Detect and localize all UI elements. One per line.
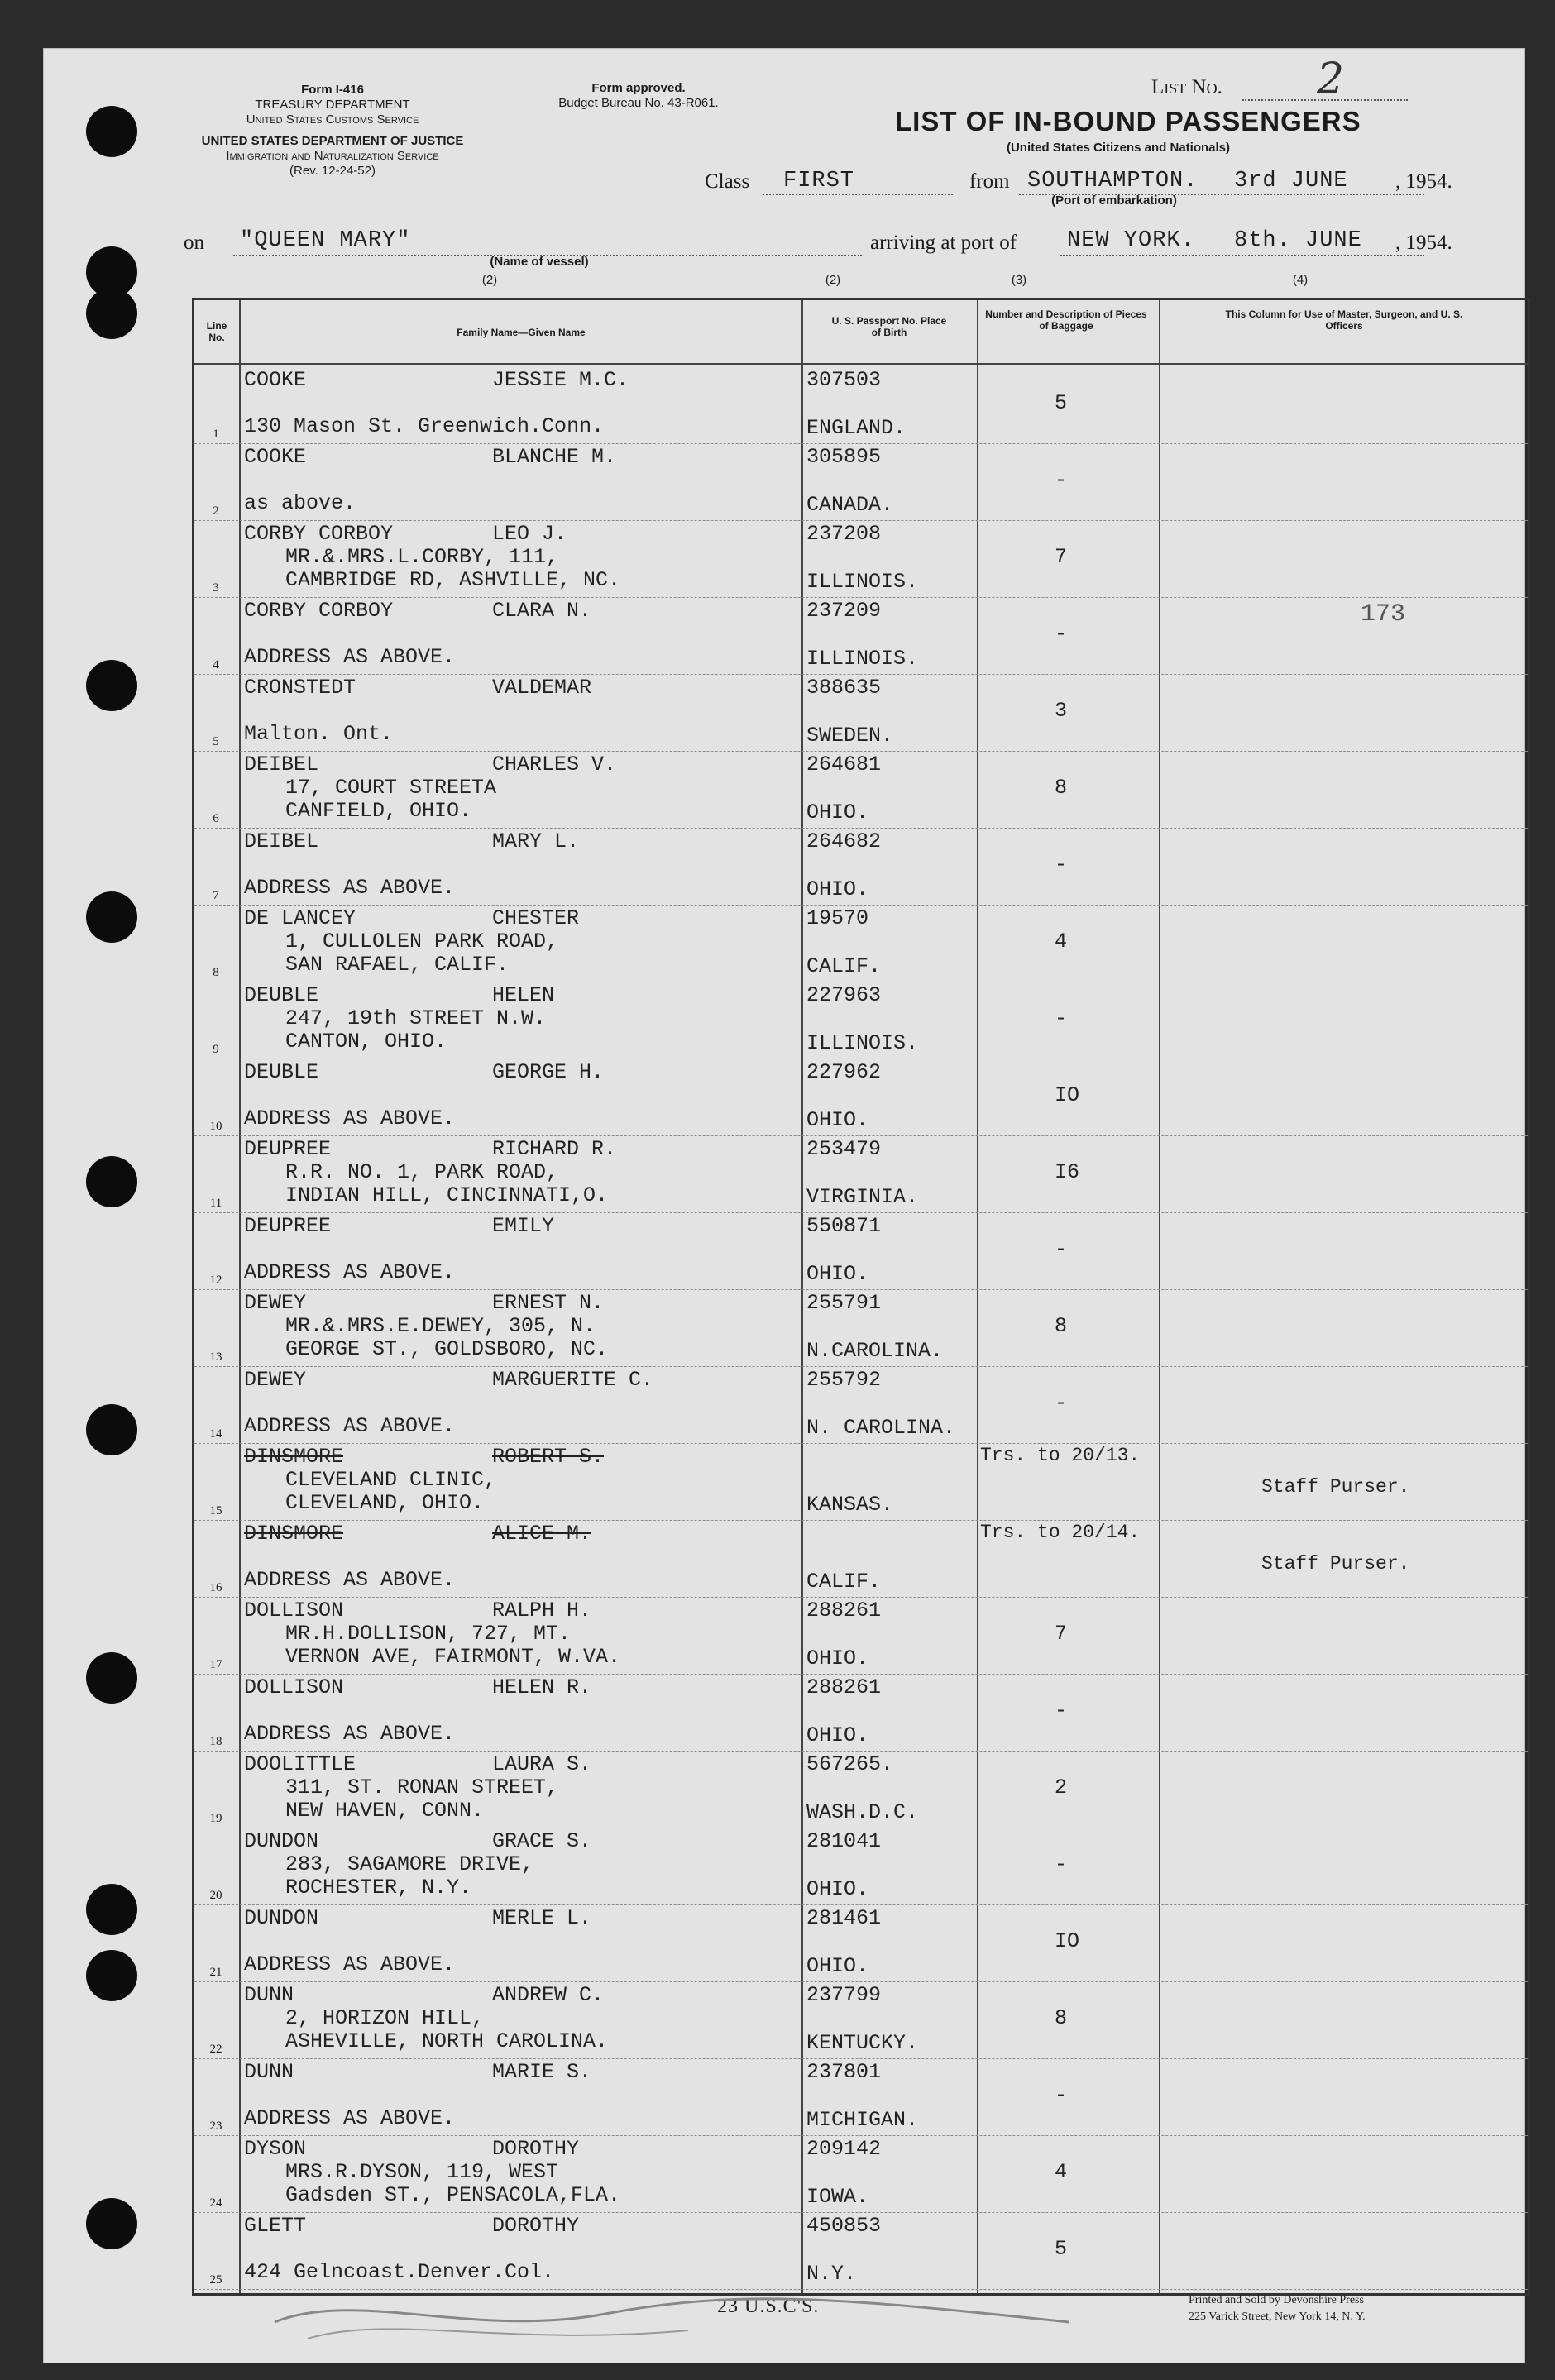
punch-hole xyxy=(86,1884,137,1935)
address-line: MR.&.MRS.L.CORBY, 111, xyxy=(285,545,559,569)
form-dept-block xyxy=(167,83,498,179)
table-row xyxy=(194,2135,1528,2213)
baggage-count: - xyxy=(1055,1699,1068,1723)
family-name: CORBY CORBOY xyxy=(244,522,394,546)
punch-hole xyxy=(86,1950,137,2001)
baggage-count: 4 xyxy=(1055,2160,1068,2184)
line-number: 3 xyxy=(213,581,219,595)
baggage-count: - xyxy=(1055,1852,1068,1876)
passport-number: 281041 xyxy=(806,1829,882,1853)
given-name: HELEN xyxy=(492,983,555,1007)
form-subtitle: (United States Citizens and Nationals) xyxy=(1006,141,1231,155)
col-num-1: (2) xyxy=(481,273,498,287)
arrival-line xyxy=(1060,255,1424,256)
address-line: NEW HAVEN, CONN. xyxy=(285,1799,485,1823)
birth-place: CALIF. xyxy=(806,954,882,978)
table-row xyxy=(194,520,1528,598)
table-row xyxy=(194,443,1528,521)
address-line: ADDRESS AS ABOVE. xyxy=(244,645,456,669)
col-num-3: (3) xyxy=(1011,273,1027,287)
baggage-count: 5 xyxy=(1055,2237,1068,2261)
family-name: DEIBEL xyxy=(244,829,319,853)
table-row xyxy=(194,905,1528,982)
baggage-count: 7 xyxy=(1055,545,1068,569)
officer-note: Staff Purser. xyxy=(1261,1476,1410,1498)
passenger-table xyxy=(192,298,1530,2296)
line-number: 14 xyxy=(209,1427,222,1441)
address-line: 311, ST. RONAN STREET, xyxy=(285,1775,559,1799)
given-name: EMILY xyxy=(492,1214,555,1238)
passport-number: 281461 xyxy=(806,1906,882,1930)
from-port: SOUTHAMPTON. xyxy=(1027,169,1199,194)
header-line-no: Line No. xyxy=(206,320,227,343)
birth-place: OHIO. xyxy=(806,801,869,824)
treasury-dept: TREASURY DEPARTMENT xyxy=(255,98,410,112)
vessel-caption: (Name of vessel) xyxy=(490,255,589,269)
family-name: DEWEY xyxy=(244,1291,307,1315)
from-year: , 1954. xyxy=(1395,170,1452,193)
family-name: DEUPREE xyxy=(244,1137,332,1161)
punch-hole xyxy=(86,288,137,339)
address-line: SAN RAFAEL, CALIF. xyxy=(285,953,510,977)
address-line: ADDRESS AS ABOVE. xyxy=(244,1568,456,1592)
birth-place: OHIO. xyxy=(806,1108,869,1132)
address-line: as above. xyxy=(244,491,356,515)
given-name: CLARA N. xyxy=(492,599,592,623)
given-name: MERLE L. xyxy=(492,1906,592,1930)
family-name: DEUBLE xyxy=(244,983,319,1007)
passport-number: 255791 xyxy=(806,1291,882,1315)
header-baggage: Number and Description of Pieces of Baggage xyxy=(985,308,1147,332)
printer-line-1: Printed and Sold by Devonshire Press xyxy=(1189,2294,1364,2306)
given-name: BLANCHE M. xyxy=(492,445,617,469)
given-name: LAURA S. xyxy=(492,1752,592,1776)
justice-dept: UNITED STATES DEPARTMENT OF JUSTICE xyxy=(201,134,464,148)
address-line: 130 Mason St. Greenwich.Conn. xyxy=(244,414,605,438)
passport-number: 288261 xyxy=(806,1675,882,1699)
budget-text: Budget Bureau No. 43-R061. xyxy=(558,96,719,110)
approved-text: Form approved. xyxy=(591,81,686,95)
baggage-count: - xyxy=(1055,622,1068,646)
address-line: ADDRESS AS ABOVE. xyxy=(244,2106,456,2130)
birth-place: ILLINOIS. xyxy=(806,647,919,671)
family-name: COOKE xyxy=(244,368,307,392)
vessel-name: "QUEEN MARY" xyxy=(240,228,411,253)
table-row xyxy=(194,1674,1528,1752)
given-name: ALICE M. xyxy=(492,1522,592,1546)
passport-number: 305895 xyxy=(806,445,882,469)
arrival-date: 8th. JUNE xyxy=(1234,228,1362,253)
family-name: CORBY CORBOY xyxy=(244,599,394,623)
family-name: DYSON xyxy=(244,2137,307,2161)
line-number: 10 xyxy=(209,1120,222,1133)
passport-number: 264682 xyxy=(806,829,882,853)
table-row xyxy=(194,1289,1528,1367)
birth-place: CALIF. xyxy=(806,1570,882,1594)
birth-place: ENGLAND. xyxy=(806,416,907,440)
family-name: DEWEY xyxy=(244,1368,307,1392)
officer-note: Staff Purser. xyxy=(1261,1553,1410,1575)
family-name: DOLLISON xyxy=(244,1675,344,1699)
family-name: DUNN xyxy=(244,1983,294,2007)
baggage-count: I6 xyxy=(1055,1160,1080,1184)
passport-number: 237208 xyxy=(806,522,882,546)
line-number: 1 xyxy=(213,428,219,441)
line-number: 9 xyxy=(213,1043,219,1056)
officer-note: 173 xyxy=(1361,600,1406,628)
baggage-count: 2 xyxy=(1055,1775,1068,1799)
family-name: DUNDON xyxy=(244,1906,319,1930)
address-line: CLEVELAND CLINIC, xyxy=(285,1468,497,1492)
baggage-count: - xyxy=(1055,853,1068,877)
family-name: CRONSTEDT xyxy=(244,676,356,700)
baggage-count: 8 xyxy=(1055,1314,1068,1338)
address-line: INDIAN HILL, CINCINNATI,O. xyxy=(285,1183,609,1207)
baggage-count: 5 xyxy=(1055,391,1068,415)
address-line: Malton. Ont. xyxy=(244,722,394,746)
line-number: 24 xyxy=(209,2196,222,2210)
birth-place: OHIO. xyxy=(806,1954,869,1978)
address-line: 17, COURT STREETA xyxy=(285,776,497,800)
baggage-count: Trs. to 20/14. xyxy=(980,1522,1141,1543)
punch-hole xyxy=(86,106,137,157)
col-num-4: (4) xyxy=(1292,273,1309,287)
family-name: GLETT xyxy=(244,2214,307,2238)
baggage-count: IO xyxy=(1055,1929,1080,1953)
line-number: 12 xyxy=(209,1274,222,1287)
table-row xyxy=(194,1443,1528,1521)
line-number: 5 xyxy=(213,735,219,748)
table-row xyxy=(194,982,1528,1059)
line-number: 6 xyxy=(213,812,219,825)
table-row xyxy=(194,1981,1528,2059)
ins-service: Immigration and Naturalization Service xyxy=(226,149,439,163)
line-number: 4 xyxy=(213,658,219,671)
revision-date: (Rev. 12-24-52) xyxy=(289,164,376,178)
address-line: ADDRESS AS ABOVE. xyxy=(244,1106,456,1130)
list-no-label: List No. xyxy=(1151,76,1222,98)
birth-place: OHIO. xyxy=(806,1877,869,1901)
address-line: R.R. NO. 1, PARK ROAD, xyxy=(285,1160,559,1184)
table-row xyxy=(194,828,1528,906)
table-row xyxy=(194,1212,1528,1290)
family-name: DOOLITTLE xyxy=(244,1752,356,1776)
table-row xyxy=(194,751,1528,829)
given-name: ANDREW C. xyxy=(492,1983,605,2007)
passport-number: 307503 xyxy=(806,368,882,392)
baggage-count: IO xyxy=(1055,1083,1080,1107)
table-row xyxy=(194,1059,1528,1136)
table-row xyxy=(194,1828,1528,1905)
address-line: CANFIELD, OHIO. xyxy=(285,799,472,823)
header-name: Family Name—Given Name xyxy=(457,327,586,338)
birth-place: IOWA. xyxy=(806,2185,869,2209)
list-no-value: 2 xyxy=(1317,55,1345,104)
line-number: 21 xyxy=(209,1966,222,1979)
address-line: ADDRESS AS ABOVE. xyxy=(244,1952,456,1976)
address-line: ADDRESS AS ABOVE. xyxy=(244,1722,456,1746)
address-line: MR.H.DOLLISON, 727, MT. xyxy=(285,1622,572,1646)
passport-number: 450853 xyxy=(806,2214,882,2238)
given-name: DOROTHY xyxy=(492,2137,580,2161)
baggage-count: 7 xyxy=(1055,1622,1068,1646)
customs-service: United States Customs Service xyxy=(246,112,419,127)
given-name: ROBERT S. xyxy=(492,1445,605,1469)
family-name: DEUPREE xyxy=(244,1214,332,1238)
given-name: RALPH H. xyxy=(492,1599,592,1623)
birth-place: OHIO. xyxy=(806,1723,869,1747)
family-name: DEUBLE xyxy=(244,1060,319,1084)
punch-hole xyxy=(86,2198,137,2249)
given-name: CHESTER xyxy=(492,906,580,930)
passport-number: 567265. xyxy=(806,1752,894,1776)
line-number: 25 xyxy=(209,2273,222,2287)
given-name: DOROTHY xyxy=(492,2214,580,2238)
line-number: 23 xyxy=(209,2120,222,2133)
header-rule xyxy=(194,363,1528,365)
table-row xyxy=(194,597,1528,675)
address-line: MRS.R.DYSON, 119, WEST xyxy=(285,2160,559,2184)
birth-place: VIRGINIA. xyxy=(806,1185,919,1209)
class-value: FIRST xyxy=(783,169,855,194)
birth-place: KENTUCKY. xyxy=(806,2031,919,2055)
given-name: LEO J. xyxy=(492,522,567,546)
given-name: GRACE S. xyxy=(492,1829,592,1853)
given-name: MARY L. xyxy=(492,829,580,853)
passport-number: 237799 xyxy=(806,1983,882,2007)
baggage-count: 3 xyxy=(1055,699,1068,723)
birth-place: KANSAS. xyxy=(806,1493,894,1517)
table-row xyxy=(194,366,1528,444)
punch-hole xyxy=(86,1156,137,1207)
table-row xyxy=(194,1520,1528,1598)
given-name: MARGUERITE C. xyxy=(492,1368,654,1392)
punch-hole xyxy=(86,660,137,711)
punch-hole xyxy=(86,891,137,943)
passport-number: 550871 xyxy=(806,1214,882,1238)
given-name: GEORGE H. xyxy=(492,1060,605,1084)
family-name: DINSMORE xyxy=(244,1445,344,1469)
punch-hole xyxy=(86,1652,137,1704)
baggage-count: 8 xyxy=(1055,776,1068,800)
table-row xyxy=(194,674,1528,752)
birth-place: OHIO. xyxy=(806,1646,869,1670)
family-name: DEIBEL xyxy=(244,753,319,777)
arrival-port: NEW YORK. xyxy=(1067,228,1195,253)
bottom-signature xyxy=(258,2281,1151,2355)
baggage-count: - xyxy=(1055,1006,1068,1030)
printer-line-2: 225 Varick Street, New York 14, N. Y. xyxy=(1189,2311,1366,2323)
passport-number: 237801 xyxy=(806,2060,882,2084)
address-line: ADDRESS AS ABOVE. xyxy=(244,876,456,900)
birth-place: MICHIGAN. xyxy=(806,2108,919,2132)
birth-place: SWEDEN. xyxy=(806,724,894,748)
address-line: CLEVELAND, OHIO. xyxy=(285,1491,485,1515)
passport-number: 237209 xyxy=(806,599,882,623)
address-line: 2, HORIZON HILL, xyxy=(285,2006,485,2030)
birth-place: OHIO. xyxy=(806,1262,869,1286)
table-row xyxy=(194,1904,1528,1982)
header-passport: U. S. Passport No. Place of Birth xyxy=(831,315,947,338)
address-line: ADDRESS AS ABOVE. xyxy=(244,1414,456,1438)
birth-place: ILLINOIS. xyxy=(806,1031,919,1055)
table-row xyxy=(194,1751,1528,1828)
table-row xyxy=(194,1366,1528,1444)
table-row xyxy=(194,2058,1528,2136)
form-number: Form I-416 xyxy=(301,83,364,97)
passport-number: 264681 xyxy=(806,753,882,777)
family-name: DUNDON xyxy=(244,1829,319,1853)
passport-number: 253479 xyxy=(806,1137,882,1161)
passport-number: 209142 xyxy=(806,2137,882,2161)
family-name: DOLLISON xyxy=(244,1599,344,1623)
given-name: JESSIE M.C. xyxy=(492,368,629,392)
address-line: 1, CULLOLEN PARK ROAD, xyxy=(285,930,559,953)
address-line: GEORGE ST., GOLDSBORO, NC. xyxy=(285,1337,609,1361)
passport-number: 255792 xyxy=(806,1368,882,1392)
birth-place: N. CAROLINA. xyxy=(806,1416,956,1440)
line-number: 15 xyxy=(209,1504,222,1517)
from-label: from xyxy=(969,170,1010,193)
birth-place: ILLINOIS. xyxy=(806,570,919,594)
line-number: 19 xyxy=(209,1812,222,1825)
address-line: ADDRESS AS ABOVE. xyxy=(244,1260,456,1284)
address-line: CAMBRIDGE RD, ASHVILLE, NC. xyxy=(285,568,621,592)
birth-place: N.Y. xyxy=(806,2262,857,2286)
given-name: VALDEMAR xyxy=(492,676,592,700)
baggage-count: Trs. to 20/13. xyxy=(980,1445,1141,1466)
birth-place: WASH.D.C. xyxy=(806,1800,919,1824)
address-line: ASHEVILLE, NORTH CAROLINA. xyxy=(285,2029,609,2053)
form-approval xyxy=(539,81,738,111)
birth-place: CANADA. xyxy=(806,493,894,517)
passport-number: 19570 xyxy=(806,906,869,930)
address-line: 283, SAGAMORE DRIVE, xyxy=(285,1852,534,1876)
header-officers: This Column for Use of Master, Surgeon, and U. S. Officers xyxy=(1225,308,1463,332)
line-number: 18 xyxy=(209,1735,222,1748)
address-line: CANTON, OHIO. xyxy=(285,1030,447,1054)
family-name: DE LANCEY xyxy=(244,906,356,930)
passport-number: 388635 xyxy=(806,676,882,700)
passenger-list-page xyxy=(43,48,1525,2363)
passport-number: 288261 xyxy=(806,1599,882,1623)
line-number: 7 xyxy=(213,889,219,902)
given-name: RICHARD R. xyxy=(492,1137,617,1161)
table-body xyxy=(194,366,1528,2293)
line-number: 13 xyxy=(209,1350,222,1364)
address-line: ROCHESTER, N.Y. xyxy=(285,1876,472,1900)
given-name: MARIE S. xyxy=(492,2060,592,2084)
birth-place: OHIO. xyxy=(806,877,869,901)
baggage-count: - xyxy=(1055,1391,1068,1415)
address-line: Gadsden ST., PENSACOLA,FLA. xyxy=(285,2183,621,2207)
family-name: DUNN xyxy=(244,2060,294,2084)
passport-number: 227962 xyxy=(806,1060,882,1084)
line-number: 22 xyxy=(209,2043,222,2056)
line-number: 2 xyxy=(213,504,219,518)
baggage-count: 4 xyxy=(1055,930,1068,953)
passport-number: 227963 xyxy=(806,983,882,1007)
family-name: COOKE xyxy=(244,445,307,469)
given-name: ERNEST N. xyxy=(492,1291,605,1315)
on-label: on xyxy=(184,232,204,254)
line-number: 8 xyxy=(213,966,219,979)
address-line: MR.&.MRS.E.DEWEY, 305, N. xyxy=(285,1314,596,1338)
baggage-count: 8 xyxy=(1055,2006,1068,2030)
footer-code: 23 U.S.C'S. xyxy=(717,2296,820,2317)
class-label: Class xyxy=(705,170,750,193)
table-row xyxy=(194,2212,1528,2290)
given-name: HELEN R. xyxy=(492,1675,592,1699)
col-num-2: (2) xyxy=(825,273,841,287)
punch-hole xyxy=(86,1404,137,1455)
line-number: 11 xyxy=(209,1197,222,1210)
given-name: CHARLES V. xyxy=(492,753,617,777)
class-line xyxy=(763,194,953,195)
baggage-count: - xyxy=(1055,1237,1068,1261)
from-date: 3rd JUNE xyxy=(1234,169,1348,194)
baggage-count: - xyxy=(1055,2083,1068,2107)
line-number: 17 xyxy=(209,1658,222,1671)
address-line: 247, 19th STREET N.W. xyxy=(285,1006,547,1030)
table-row xyxy=(194,1597,1528,1675)
line-number: 16 xyxy=(209,1581,222,1594)
line-number: 20 xyxy=(209,1889,222,1902)
arriving-label: arriving at port of xyxy=(870,232,1017,254)
baggage-count: - xyxy=(1055,468,1068,492)
address-line: VERNON AVE, FAIRMONT, W.VA. xyxy=(285,1645,621,1669)
birth-place: N.CAROLINA. xyxy=(806,1339,944,1363)
address-line: 424 Gelncoast.Denver.Col. xyxy=(244,2260,555,2284)
form-title: LIST OF IN-BOUND PASSENGERS xyxy=(895,106,1361,136)
port-embark-caption: (Port of embarkation) xyxy=(1051,194,1177,208)
family-name: DINSMORE xyxy=(244,1522,344,1546)
table-row xyxy=(194,1135,1528,1213)
arrival-year: , 1954. xyxy=(1395,232,1452,254)
